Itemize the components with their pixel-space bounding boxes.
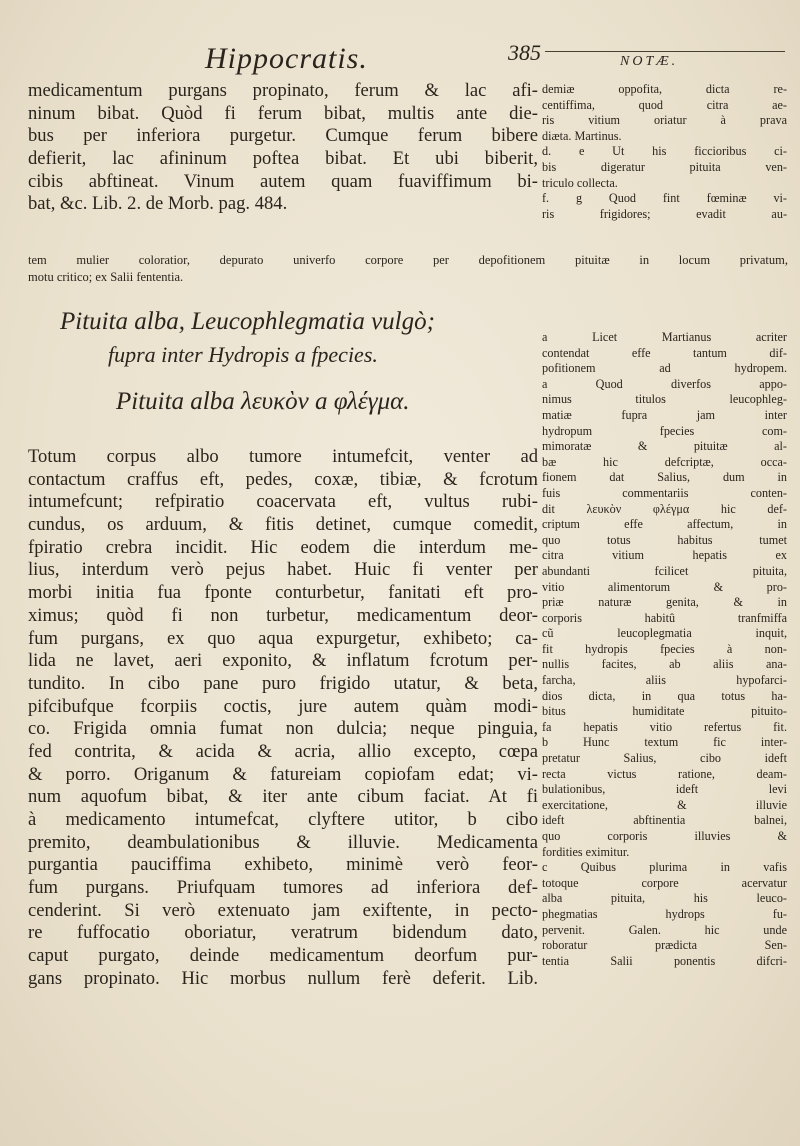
note-line: dios dicta, in qua totus ha- — [542, 688, 787, 703]
note-line: quo totus habitus tumet — [542, 532, 787, 547]
note-line: fordities eximitur. — [542, 844, 630, 859]
note-line: bulationibus, ideft levi — [542, 782, 787, 797]
main-line: gans propinato. Hic morbus nullum ferè deferit. Lib. — [28, 967, 538, 989]
note-line: pretatur Salius, cibo ideft — [542, 751, 787, 766]
section-subheading: fupra inter Hydropis a fpecies. — [108, 342, 378, 367]
main-line: Totum corpus albo tumore intumefcit, venter ad — [28, 446, 538, 467]
note-line: pervenit. Galen. hic unde — [542, 922, 787, 937]
note-line: bis digeratur pituita ven- — [542, 159, 787, 174]
main-text-body — [28, 446, 538, 991]
note-line: dit λευκὸν φλέγμα hic def- — [542, 501, 787, 516]
note-line: f. g Quod fint fœminæ vi- — [542, 191, 787, 206]
main-line: bat, &c. Lib. 2. de Morb. pag. 484. — [28, 193, 288, 215]
note-line: hydropum fpecies com- — [542, 423, 787, 438]
notes-rule — [545, 51, 785, 52]
main-line: caput purgato, deinde medicamentum deorfum pur- — [28, 945, 538, 967]
full-width-line: motu critico; ex Salii fententia. — [28, 270, 184, 284]
note-line: ris frigidores; evadit au- — [542, 206, 787, 221]
main-line: purgantia pauciffima exhibeto, minimè verò feor- — [28, 854, 538, 876]
main-line: à medicamento intumefcat, clyftere utitor, b cibo — [28, 809, 538, 830]
main-line: fed contrita, & acida & acria, allio excepto, cœpa — [28, 740, 538, 762]
main-line: defierit, lac afininum poftea bibat. Et ubi biberit, — [28, 148, 538, 170]
note-line: matiæ fupra jam inter — [542, 407, 787, 422]
note-line: demiæ oppofita, dicta re- — [542, 82, 787, 96]
notes-heading: NOTÆ. — [620, 54, 679, 69]
note-line: bæ hic defcriptæ, occa- — [542, 454, 787, 469]
note-line: nimus titulos leucophleg- — [542, 392, 787, 407]
note-line: fit hydropis fpecies à non- — [542, 641, 787, 656]
main-line: num aquofum bibat, & iter ante cibum faciat. At fi — [28, 786, 538, 808]
note-line: criptum effe affectum, in — [542, 517, 787, 532]
full-width-line: tem mulier coloratior, depurato univerfo corpore per depofitionem pituitæ in locum privatum, — [28, 253, 788, 267]
note-line: cũ leucoplegmatia inquit, — [542, 626, 787, 641]
main-line: cenderint. Si verò extenuato jam exiftente, in pecto- — [28, 899, 538, 921]
note-line: a Quod diverfos appo- — [542, 376, 787, 391]
note-line: quo corporis illuvies & — [542, 829, 787, 843]
main-line: premito, deambulationibus & illuvie. Medicamenta — [28, 831, 538, 853]
note-line: centiffima, quod citra ae- — [542, 97, 787, 112]
main-line: tundito. In cibo pane puro frigido utatur, & beta, — [28, 672, 538, 694]
notes-body — [542, 330, 787, 969]
note-line: citra vitium hepatis ex — [542, 548, 787, 563]
running-title: Hippocratis. — [205, 42, 368, 75]
note-line: fionem dat Salius, dum in — [542, 470, 787, 485]
main-line: medicamentum purgans propinato, ferum & lac afi- — [28, 80, 538, 101]
main-line: intumefcunt; refpiratio coacervata eft, vultus rubi- — [28, 491, 538, 513]
note-line: fa hepatis vitio refertus fit. — [542, 719, 787, 734]
note-line: c Quibus plurima in vafis — [542, 860, 787, 875]
note-line: tentia Salii ponentis difcri- — [542, 953, 787, 968]
note-line: phegmatias hydrops fu- — [542, 906, 787, 921]
note-line: ris vitium oriatur à prava — [542, 113, 787, 128]
main-line: re fuffocatio oboriatur, veratrum bidendum dato, — [28, 922, 538, 944]
note-line: fuis commentariis conten- — [542, 485, 787, 500]
note-line: totoque corpore acervatur — [542, 875, 787, 890]
main-line: & porro. Origanum & fatureiam copiofam edat; vi- — [28, 763, 538, 785]
main-line: lius, interdum verò pejus habet. Huic fi venter per — [28, 559, 538, 581]
section-heading: Pituita alba, Leucophlegmatia vulgò; — [60, 308, 435, 335]
main-line: fum purgans. Priufquam tumores ad inferiora def- — [28, 877, 538, 899]
note-line: vitio alimentorum & pro- — [542, 579, 787, 594]
note-line: contendat effe tantum dif- — [542, 345, 787, 360]
note-line: priæ naturæ genita, & in — [542, 595, 787, 610]
main-line: morbi initia fua fponte conturbetur, fanitati eft pro- — [28, 582, 538, 604]
note-line: mimoratæ & pituitæ al- — [542, 439, 787, 454]
main-line: pifcibufque fcorpiis coctis, jure autem quàm modi- — [28, 695, 538, 717]
main-line: fpiratio crebra incidit. Hic eodem die interdum me- — [28, 536, 538, 558]
main-text-top — [28, 80, 538, 216]
main-line: bus per inferiora purgetur. Cumque ferum bibere — [28, 125, 538, 147]
note-line: a Licet Martianus acriter — [542, 330, 787, 344]
main-line: cundus, os arduum, & fitis detinet, cumque comedit, — [28, 514, 538, 536]
main-line: fum purgans, ex quo aqua expurgetur, exhibeto; ca- — [28, 627, 538, 649]
main-line: lida ne lavet, aeri exponito, & inflatum fcrotum per- — [28, 650, 538, 672]
note-line: pofitionem ad hydropem. — [542, 361, 787, 376]
note-line: exercitatione, & illuvie — [542, 797, 787, 812]
note-line: diæta. Martinus. — [542, 128, 622, 143]
main-line: ninum bibat. Quòd fi ferum bibat, multis ante die- — [28, 102, 538, 124]
note-line: bitus humiditate pituito- — [542, 704, 787, 719]
main-line: contactum craffus eft, pedes, coxæ, tibiæ, & fcrotum — [28, 468, 538, 490]
note-line: corporis habitû tranfmiffa — [542, 610, 787, 625]
note-line: d. e Ut his ficcioribus ci- — [542, 144, 787, 159]
main-line: co. Frigida omnia fumat non dulcia; neque pinguia, — [28, 718, 538, 740]
note-line: alba pituita, his leuco- — [542, 891, 787, 906]
section-heading-greek: Pituita alba λευκὸν a φλέγμα. — [116, 388, 410, 415]
note-line: abundanti fcilicet pituita, — [542, 563, 787, 578]
page-header — [0, 38, 800, 78]
notes-top — [542, 82, 787, 222]
note-line: roboratur prædicta Sen- — [542, 938, 787, 953]
page-number: 385 — [508, 40, 541, 65]
note-line: triculo collecta. — [542, 175, 618, 190]
note-line: nullis facites, ab aliis ana- — [542, 657, 787, 672]
note-line: b Hunc textum fic inter- — [542, 735, 787, 750]
full-width-note — [28, 252, 788, 286]
main-line: cibis abftineat. Vinum autem quam fuaviffimum bi- — [28, 170, 538, 192]
note-line: farcha, aliis hypofarci- — [542, 673, 787, 688]
main-line: ximus; quòd fi non turbetur, medicamentum deor- — [28, 604, 538, 626]
note-line: ideft abftinentia balnei, — [542, 813, 787, 828]
note-line: recta victus ratione, deam- — [542, 766, 787, 781]
